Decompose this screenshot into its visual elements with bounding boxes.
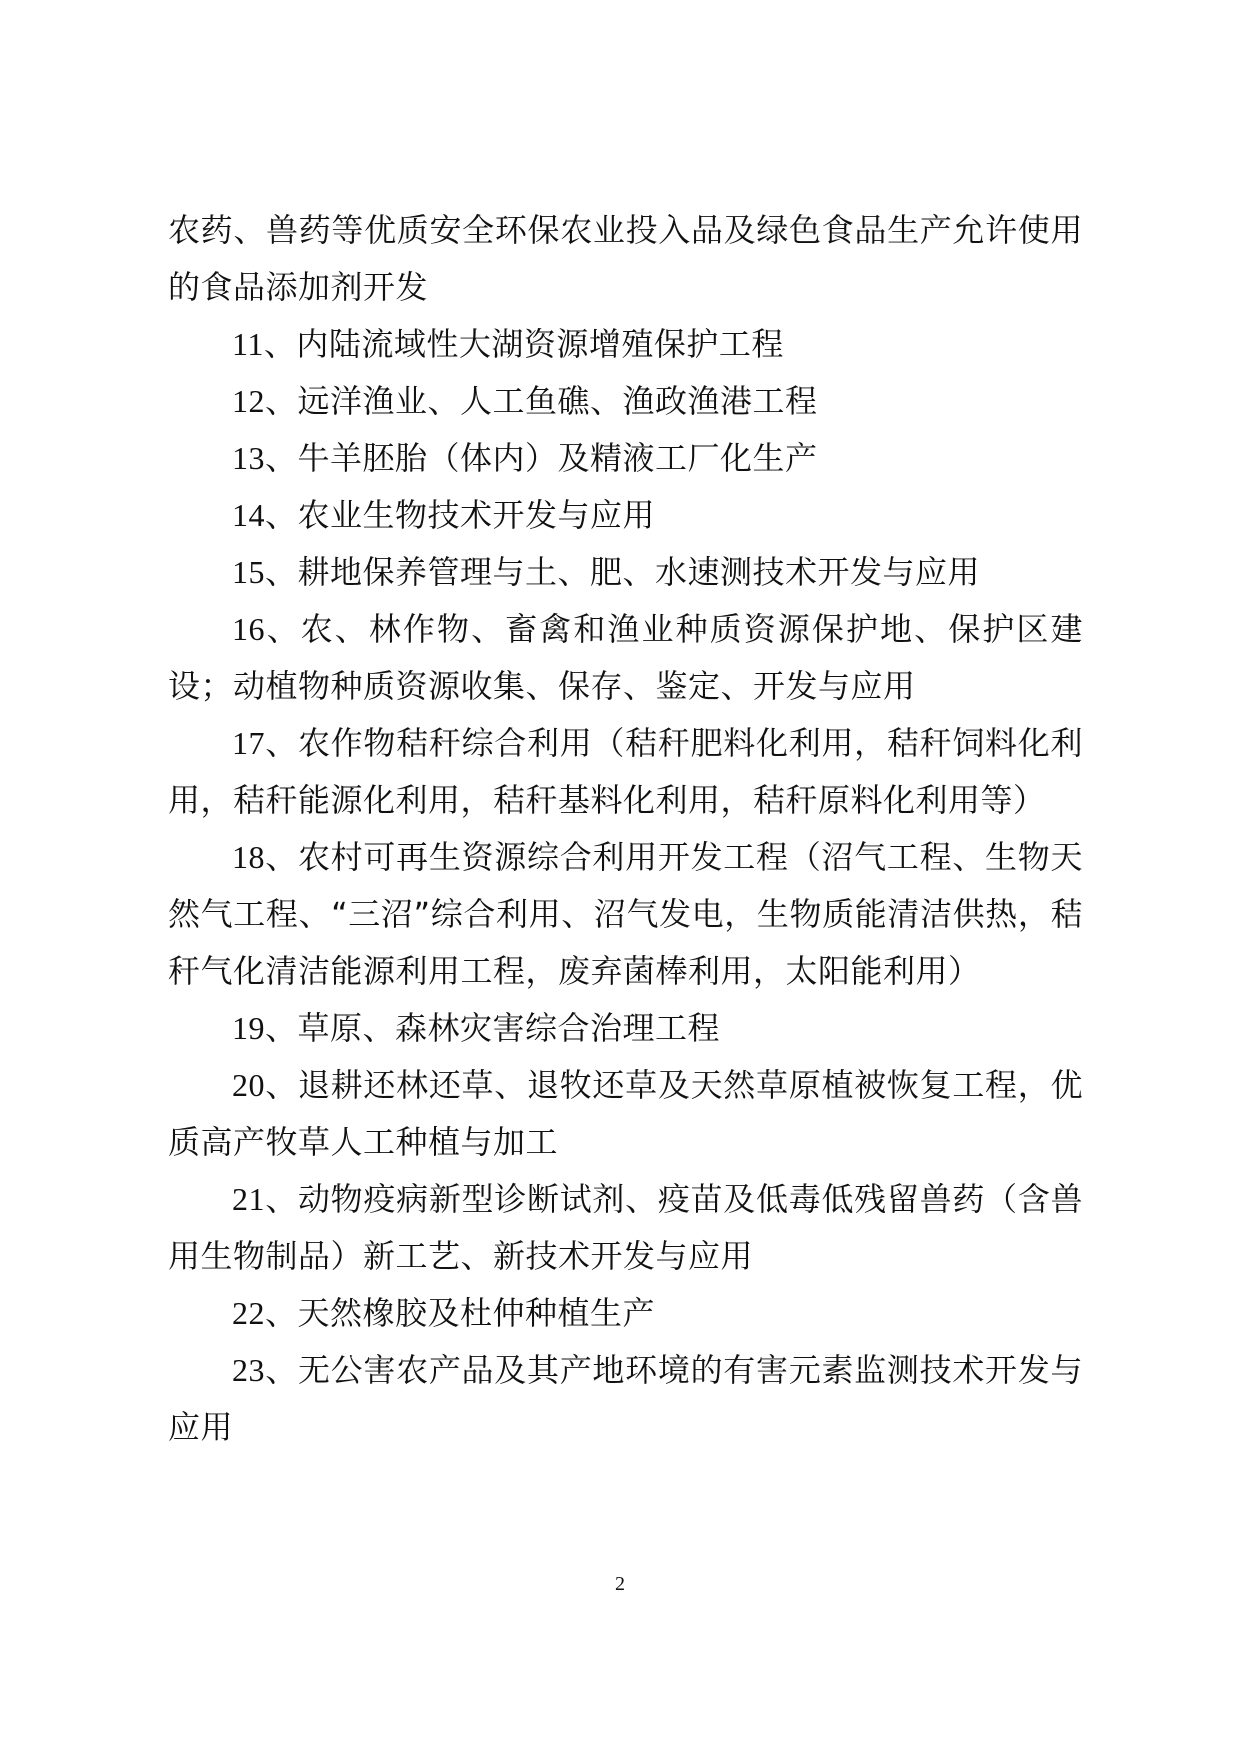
page-number: 2 [615,1573,625,1595]
item-text: 、牛羊胚胎（体内）及精液工厂化生产 [265,439,818,477]
item-text: 、内陆流域性大湖资源增殖保护工程 [263,325,784,363]
item-number: 13 [232,440,265,476]
item-number: 22 [232,1295,265,1331]
item-text: 、耕地保养管理与土、肥、水速测技术开发与应用 [265,553,981,591]
list-item-23 [168,1342,1083,1456]
list-item-18 [168,829,1083,1000]
list-item-13 [168,430,1083,487]
item-text: 、动物疫病新型诊断试剂、疫苗及低毒低残留兽药（含兽用生物制品）新工艺、新技术开发与应用 [168,1180,1083,1275]
list-item-14 [168,487,1083,544]
item-text: 、草原、森林灾害综合治理工程 [265,1009,721,1047]
document-body [168,202,1083,1456]
item-number: 16 [232,611,265,647]
item-text: 、农村可再生资源综合利用开发工程（沼气工程、生物天然气工程、“三沼”综合利用、沼气发电，生物质能清洁供热，秸秆气化清洁能源利用工程，废弃菌棒利用，太阳能利用） [168,838,1083,990]
item-text: 、农、林作物、畜禽和渔业种质资源保护地、保护区建设；动植物种质资源收集、保存、鉴定、开发与应用 [168,610,1083,705]
item-number: 18 [232,839,265,875]
list-item-11 [168,316,1083,373]
item-number: 15 [232,554,265,590]
item-text: 、天然橡胶及杜仲种植生产 [265,1294,656,1332]
item-number: 21 [232,1181,265,1217]
item-text: 、无公害农产品及其产地环境的有害元素监测技术开发与应用 [168,1351,1083,1446]
list-item-17 [168,715,1083,829]
item-number: 23 [232,1352,265,1388]
list-item-19 [168,1000,1083,1057]
paragraph-continuation [168,202,1083,316]
item-text: 、农业生物技术开发与应用 [265,496,656,534]
item-text: 、农作物秸秆综合利用（秸秆肥料化利用，秸秆饲料化利用，秸秆能源化利用，秸秆基料化利用，秸秆原料化利用等） [168,724,1083,819]
item-number: 19 [232,1010,265,1046]
item-number: 12 [232,383,265,419]
item-text: 、远洋渔业、人工鱼礁、渔政渔港工程 [265,382,818,420]
list-item-16 [168,601,1083,715]
list-item-12 [168,373,1083,430]
item-number: 14 [232,497,265,533]
item-text: 、退耕还林还草、退牧还草及天然草原植被恢复工程，优质高产牧草人工种植与加工 [168,1066,1083,1161]
item-number: 11 [232,326,264,362]
item-text: 农药、兽药等优质安全环保农业投入品及绿色食品生产允许使用的食品添加剂开发 [168,211,1083,306]
list-item-21 [168,1171,1083,1285]
list-item-22 [168,1285,1083,1342]
list-item-20 [168,1057,1083,1171]
item-number: 20 [232,1067,265,1103]
list-item-15 [168,544,1083,601]
item-number: 17 [232,725,265,761]
